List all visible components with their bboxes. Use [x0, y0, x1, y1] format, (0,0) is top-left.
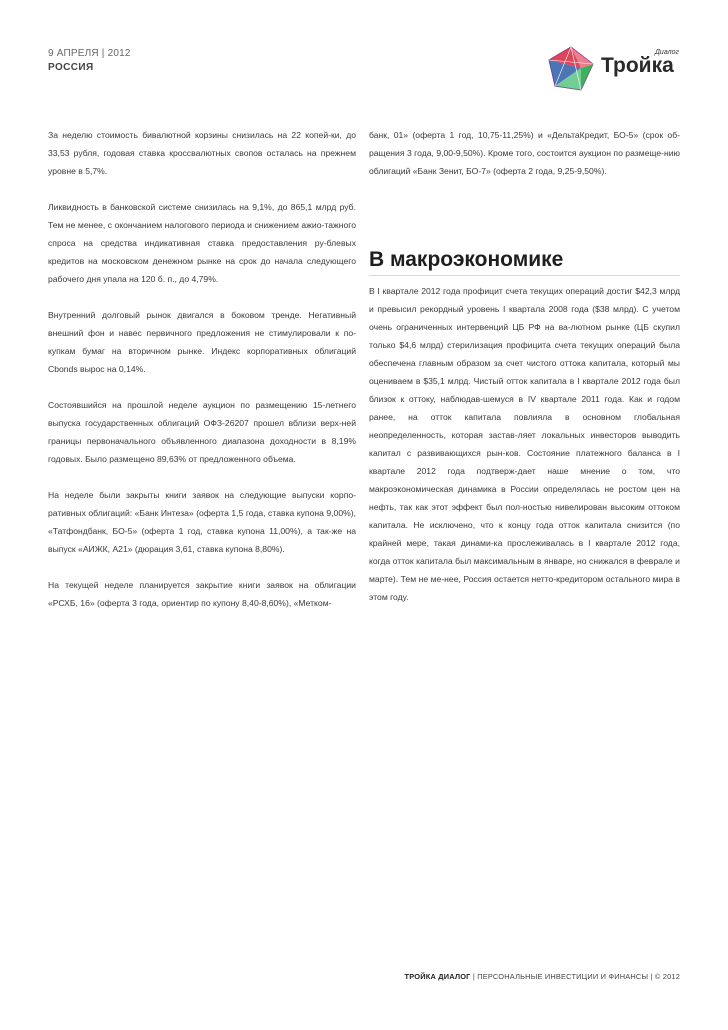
right-column-top [369, 126, 680, 198]
logo-wordmark: Тройка [601, 54, 674, 77]
paragraph-upcoming-books-continued: банк, 01» (оферта 1 год, 10,75-11,25%) и «ДельтаКредит, БО-5» (срок об-ращения 3 года, 9,00-9,50%). Кроме того, состоится аукцион по размеще-нию облигаций «Банк Зенит, БО-7» (оферта 2 года, 9,25-9,50%). [369, 130, 680, 176]
logo-subtitle: Диалог [655, 49, 679, 56]
report-date: 9 АПРЕЛЯ | 2012 [48, 48, 131, 59]
footer-tagline: ПЕРСОНАЛЬНЫЕ ИНВЕСТИЦИИ И ФИНАНСЫ [477, 972, 649, 981]
footer-brand: ТРОЙКА ДИАЛОГ [404, 972, 471, 981]
troika-dialog-logo [545, 44, 695, 92]
paragraph-ofz-auction: Состоявшийся на прошлой неделе аукцион по размещению 15-летнего выпуска государственных облигаций ОФЗ-26207 прошел вблизи верх-ней границы первоначального объявленного диапазона доходности в 8,19% годовых. Было размещено 89,63% от предложенного объема. [48, 400, 356, 464]
macro-section [369, 247, 680, 606]
section-divider [369, 275, 680, 276]
paragraph-debt-market: Внутренний долговый рынок двигался в боковом тренде. Негативный внешний фон и навес первичного предложения не стимулировали к по-купкам бумаг на вторичном рынке. Индекс корпоративных облигаций Cbonds вырос на 0,14%. [48, 310, 356, 374]
section-title-macroeconomics: В макроэкономике [369, 248, 564, 271]
paragraph-liquidity: Ликвидность в банковской системе снизилась на 9,1%, до 865,1 млрд руб. Тем не менее, с окончанием налогового периода и снижением ажио-тажного спроса на средства индикативная ставка предоставления ру-блевых кредитов на московском денежном рынке на срок до начала следующего рабочего дня упала на 120 б. п., до 4,79%. [48, 202, 356, 284]
left-column [48, 126, 356, 630]
paragraph-currency-basket: За неделю стоимость бивалютной корзины снизилась на 22 копей-ки, до 33,53 рубля, годовая ставка кроссвалютных свопов осталась на прежнем уровне в 5,7%. [48, 130, 356, 176]
logo-mark-icon [545, 44, 597, 92]
footer-separator-2: | [650, 972, 653, 981]
paragraph-closed-books: На неделе были закрыты книги заявок на следующие выпуски корпо-ративных облигаций: «Банк Интеза» (оферта 1,5 года, ставка купона 9,00%), «Татфондбанк, БО-5» (оферта 1 год, ставка купона 11,00%), а так-же на выпуск «АИЖК, А21» (дюрация 3,61, ставка купона 8,80%). [48, 490, 356, 554]
paragraph-macro-current-account: В I квартале 2012 года профицит счета текущих операций достиг $42,3 млрд и превысил рекордный уровень I квартала 2008 года ($38 млрд). С учетом очень ограниченных интервенций ЦБ РФ на ва-лютном рынке (ЦБ скупил только $4,6 млрд) стерилизация профицита счета текущих операций была обеспечена главным образом за счет чистого оттока капитала, который мы оцениваем в $35,1 млрд. Чистый отток капитала в I квартале 2012 года был близок к оттоку, наблюдав-шемуся в IV квартале 2011 года. Как и годом ранее, на отток капитала повлияла в основном глобальная неопределенность, которая застав-ляет локальных инвесторов выводить капитал с развивающихся рын-ков. Состояние платежного баланса в I квартале 2012 года подтверж-дает наше мнение о том, что макроэкономическая динамика в России определялась не ростом цен на нефть, так как этот эффект был пол-ностью нивелирован высоким оттоком капитала. Не исключено, что к концу года отток капитала снизится (по крайней мере, такая динами-ка прослеживалась в I квартале 2012 года, когда отток капитала был максимальным в январе, но снижался в феврале и марте). Тем не ме-нее, Россия остается нетто-кредитором остального мира в этом году. [369, 286, 680, 602]
page-footer [405, 972, 680, 981]
paragraph-upcoming-books: На текущей неделе планируется закрытие книги заявок на облигации «РСХБ, 16» (оферта 3 года, ориентир по купону 8,40-8,60%), «Метком- [48, 580, 356, 608]
footer-copyright: © 2012 [654, 972, 680, 981]
footer-separator-1: | [472, 972, 475, 981]
report-country: РОССИЯ [48, 62, 94, 73]
